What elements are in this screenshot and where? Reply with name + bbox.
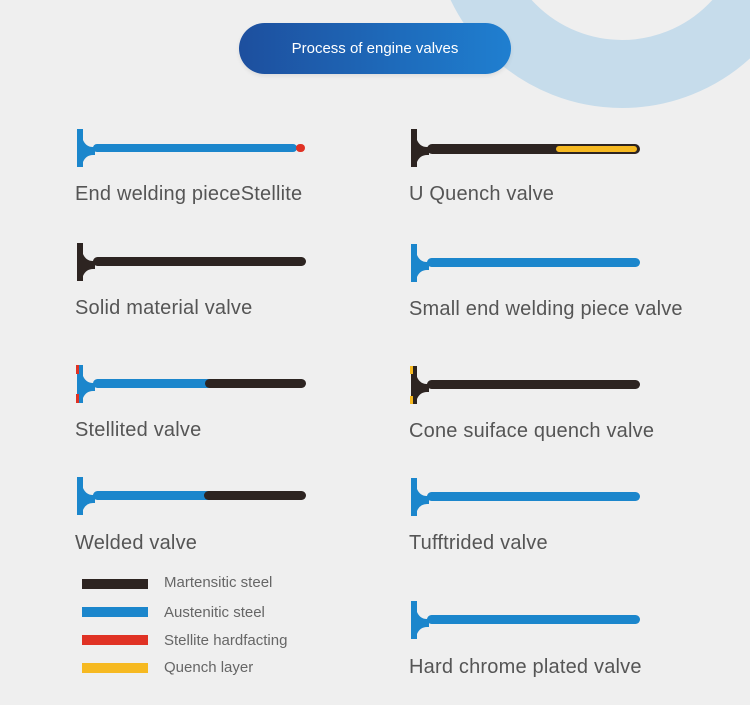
legend-label: Austenitic steel (164, 604, 265, 621)
legend-swatch-stellite (82, 635, 148, 645)
valve-label: End welding pieceStellite (75, 183, 303, 205)
title-pill: Process of engine valves (239, 23, 511, 74)
valve-tufftrided-icon (409, 477, 644, 517)
valve-welded-icon (75, 476, 310, 516)
legend-label: Quench layer (164, 659, 254, 676)
legend-swatch-quench (82, 663, 148, 673)
valve-hard-chrome-icon (409, 600, 644, 640)
valve-label: Stellited valve (75, 419, 202, 441)
legend-label: Martensitic steel (164, 574, 273, 591)
valve-solid-material-icon (75, 242, 310, 282)
valve-label: Tufftrided valve (409, 532, 548, 554)
valve-small-end-welding-icon (409, 243, 644, 283)
legend-swatch-martensitic (82, 579, 148, 589)
valve-label: Solid material valve (75, 297, 253, 319)
valve-label: U Quench valve (409, 183, 555, 205)
valve-u-quench-icon (409, 128, 644, 168)
valve-cone-quench-icon (409, 365, 644, 405)
legend-swatch-austenitic (82, 607, 148, 617)
valve-label: Hard chrome plated valve (409, 656, 642, 678)
valve-stellited-icon (75, 364, 310, 404)
valve-label: Welded valve (75, 532, 198, 554)
valve-label: Small end welding piece valve (409, 298, 683, 320)
legend-label: Stellite hardfacting (164, 632, 288, 649)
valve-label: Cone suiface quench valve (409, 420, 655, 442)
valve-end-welded-stellite-icon (75, 128, 310, 168)
